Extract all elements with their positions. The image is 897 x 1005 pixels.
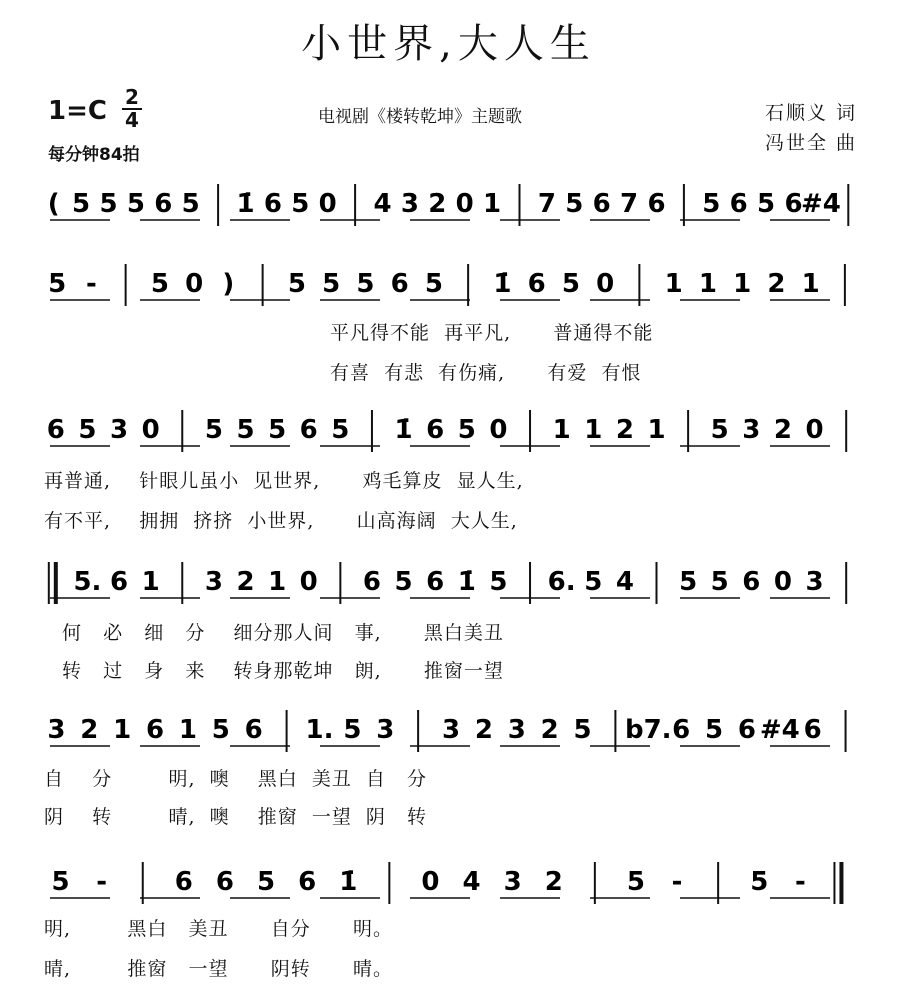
note: 6 <box>729 189 748 219</box>
note: 6 <box>109 567 129 597</box>
note: 1 <box>113 715 132 745</box>
note: 5 <box>99 189 118 219</box>
lyric-row-5-verse-1: 自 分 明, 噢 黑白 美丑 自 分 <box>44 768 428 790</box>
note: #4 <box>759 715 800 745</box>
note: 5 <box>211 715 230 745</box>
note: - <box>671 867 683 897</box>
note: 7 <box>537 189 556 219</box>
note: 5 <box>268 415 287 445</box>
note: 5 <box>257 867 276 897</box>
note: 0 <box>773 567 793 597</box>
note: 5 <box>750 867 769 897</box>
note: 5 <box>150 269 169 299</box>
note: 3 <box>441 715 461 745</box>
note: 3 <box>47 715 66 745</box>
note: ( <box>47 189 60 219</box>
lyric-row-2-verse-1: 平凡得不能 再平凡, 普通得不能 <box>330 322 654 344</box>
note: ) <box>222 269 235 299</box>
note: 6 <box>244 715 263 745</box>
note: 5 <box>626 867 645 897</box>
note: 0 <box>489 415 508 445</box>
note: 6. <box>547 567 576 597</box>
note: 1̇ <box>236 189 255 219</box>
note: 5 <box>343 715 362 745</box>
note: 2 <box>428 189 447 219</box>
note: 5 <box>181 189 200 219</box>
note: 1 <box>141 567 160 597</box>
song-title: 小世界,大人生 <box>301 21 596 67</box>
note: 6 <box>146 715 165 745</box>
note: 5 <box>356 269 375 299</box>
note: 5 <box>679 567 698 597</box>
note: 6 <box>215 867 234 897</box>
note: 6 <box>298 867 317 897</box>
note: 5 <box>51 867 70 897</box>
note: 5 <box>710 567 729 597</box>
note: 2 <box>544 867 563 897</box>
note: b7. <box>624 715 672 745</box>
note: 6 <box>46 415 65 445</box>
note: 2 <box>615 415 634 445</box>
note: 2 <box>80 715 99 745</box>
note: 5 <box>291 189 310 219</box>
note: 5 <box>704 715 724 745</box>
note: 6 <box>174 867 193 897</box>
subtitle: 电视剧《楼转乾坤》主题歌 <box>318 107 522 127</box>
note: 5 <box>78 415 97 445</box>
note: 0 <box>596 269 615 299</box>
note: 5 <box>584 567 603 597</box>
time-signature-top: 2 <box>125 85 139 109</box>
note: 7 <box>620 189 639 219</box>
note: - <box>85 269 97 299</box>
note: #4 <box>800 189 841 219</box>
note: 5 <box>457 415 476 445</box>
note: 6 <box>362 567 382 597</box>
note: 1 <box>483 189 502 219</box>
note: 6 <box>803 715 822 745</box>
note: 3 <box>109 415 129 445</box>
note: 6 <box>390 269 409 299</box>
note: 0 <box>141 415 160 445</box>
note: 6 <box>647 189 666 219</box>
lyric-row-6-verse-1: 明, 黑白 美丑 自分 明。 <box>44 918 393 940</box>
note: 6 <box>737 715 756 745</box>
note: 3 <box>400 189 419 219</box>
note: 1 <box>268 567 287 597</box>
lyric-row-6-verse-2: 晴, 推窗 一望 阴转 晴。 <box>44 958 393 980</box>
lyric-row-3-verse-2: 有不平, 拥拥 挤挤 小世界, 山高海阔 大人生, <box>44 510 518 532</box>
note: 5 <box>204 415 223 445</box>
note: 3 <box>507 715 526 745</box>
note: 5 <box>702 189 721 219</box>
composer-credit: 冯世全 曲 <box>764 132 857 154</box>
note: 1 <box>733 269 752 299</box>
note: 1 <box>801 269 820 299</box>
note: 4 <box>373 189 392 219</box>
note: 1 <box>552 415 571 445</box>
lyric-row-4-verse-1: 何 必 细 分 细分那人间 事, 黑白美丑 <box>62 622 504 644</box>
note: 6 <box>263 189 282 219</box>
note: 3 <box>204 567 223 597</box>
note: 5 <box>287 269 306 299</box>
note: - <box>96 867 108 897</box>
note: 4 <box>615 567 634 597</box>
note: 2 <box>767 269 786 299</box>
note: 1̇ <box>457 567 476 597</box>
note: 5. <box>73 567 102 597</box>
note: 0 <box>299 567 318 597</box>
note: 1 <box>178 715 198 745</box>
note: 0 <box>455 189 474 219</box>
lyric-row-3-verse-1: 再普通, 针眼儿虽小 见世界, 鸡毛算皮 显人生, <box>44 470 524 492</box>
note: 5 <box>126 189 145 219</box>
note: 6 <box>742 567 761 597</box>
note: 1 <box>584 415 603 445</box>
note: 1̇ <box>394 415 413 445</box>
lyric-row-5-verse-2: 阴 转 晴, 噢 推窗 一望 阴 转 <box>44 806 428 828</box>
note: 2 <box>236 567 255 597</box>
tempo-marking: 每分钟84拍 <box>48 145 140 165</box>
lyric-row-4-verse-2: 转 过 身 来 转身那乾坤 朗, 推窗一望 <box>62 660 504 682</box>
note: 1 <box>698 269 717 299</box>
note: 6 <box>426 415 445 445</box>
note: 1 <box>664 269 683 299</box>
note: 5 <box>72 189 91 219</box>
note: 5 <box>48 269 67 299</box>
note: 3 <box>805 567 824 597</box>
note: 6 <box>426 567 445 597</box>
note: 2 <box>474 715 493 745</box>
note: 5 <box>236 415 255 445</box>
note: 5 <box>489 567 508 597</box>
lyric-row-2-verse-2: 有喜 有悲 有伤痛, 有爱 有恨 <box>330 362 642 384</box>
note: 2 <box>773 415 793 445</box>
note: 6 <box>784 189 803 219</box>
note: 5 <box>561 269 580 299</box>
note: 5 <box>331 415 350 445</box>
note: 5 <box>394 567 413 597</box>
note: 3 <box>503 867 522 897</box>
time-signature-bottom: 4 <box>125 108 139 132</box>
lyricist-credit: 石顺义 词 <box>764 102 857 124</box>
note: 5 <box>573 715 592 745</box>
note: 0 <box>318 189 337 219</box>
note: 1 <box>647 415 666 445</box>
note: - <box>794 867 806 897</box>
note: 6 <box>299 415 318 445</box>
note: 0 <box>185 269 204 299</box>
note: 2 <box>540 715 559 745</box>
note: 5 <box>565 189 584 219</box>
note: 6 <box>592 189 611 219</box>
note: 0 <box>421 867 440 897</box>
note: 5 <box>322 269 341 299</box>
note: 1̇ <box>493 269 512 299</box>
note: 6 <box>672 715 691 745</box>
key-signature: 1=C <box>48 96 107 126</box>
note: 5 <box>424 269 443 299</box>
note: 1. <box>305 715 334 745</box>
note: 1̇ <box>339 867 358 897</box>
note: 6 <box>527 269 546 299</box>
note: 4 <box>462 867 481 897</box>
note: 0 <box>805 415 824 445</box>
note: 3 <box>376 715 395 745</box>
note: 6 <box>154 189 173 219</box>
note: 5 <box>710 415 729 445</box>
note: 5 <box>757 189 776 219</box>
note: 3 <box>742 415 761 445</box>
